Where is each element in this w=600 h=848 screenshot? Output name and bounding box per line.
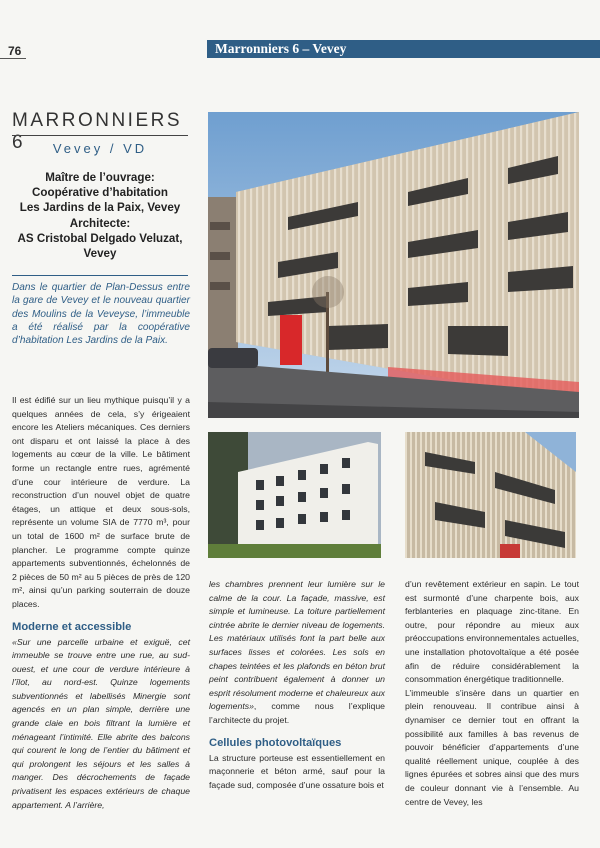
text-column-3 <box>405 578 579 809</box>
credits-line: Les Jardins de la Paix, Vevey <box>19 201 181 215</box>
lead-rule <box>12 275 188 276</box>
credits-line: Maître de l’ouvrage: <box>45 171 155 184</box>
text-column-2 <box>209 578 385 792</box>
running-title: Marronniers 6 – Vevey <box>215 41 347 56</box>
page-number-rule <box>0 58 26 59</box>
title-rule <box>12 135 188 136</box>
quote-attribution: , comme nous l’explique l’architecte du projet. <box>209 701 385 725</box>
article-title: MARRONNIERS 6 <box>12 110 183 153</box>
body-paragraph: L’immeuble s’insère dans un quartier en plein renouveau. Il contribue ainsi à dynamiser ce dernier tout en offrant la possibilité aux familles à bas revenus de pouvoir bénéficier d’appartements d’une qualité réellement unique, couplée à des lignes épurées et sobres ainsi que des murs de couleur donnant vie à l’ensemble. Au centre de Vevey, les <box>405 687 579 807</box>
credits-line: Architecte: <box>69 216 131 230</box>
credits-block <box>12 170 188 261</box>
body-paragraph <box>209 578 385 728</box>
section-heading: Cellules photovoltaïques <box>209 736 342 749</box>
article-subtitle: Vevey / VD <box>52 141 148 156</box>
quote-text: les chambres prennent leur lumière sur le calme de la cour. La façade, massive, est simple et lumineuse. La toiture partiellement cintrée abrite le dernier niveau de logements. Les matériaux utilisés font la part belle aux surfaces lisses et colorées. Les sols en chapes teintées et les plafonds en béton brut peint contribuent également à donner un esprit résolument moderne et chaleureux aux logements» <box>209 579 385 712</box>
photo-facade-detail <box>405 432 576 558</box>
text-column-1 <box>12 394 190 812</box>
credits-line: AS Cristobal Delgado Veluzat, <box>17 231 183 245</box>
body-paragraph: Il est édifié sur un lieu mythique puisqu’il y a quelques années de cela, s’y érigeaient encore les Ateliers mécaniques. Ces derniers ont disparu et ont laissé la place à des logements au cœur de la ville. Le bâtiment forme un rectangle entre rues, agrémenté d’une cour intérieure de verdure. La reconstruction d’un nouvel objet de quatre étages, un attique et deux sous-sols, représente un volume SIA de 7770 m³, pour un total de 1600 m² de surface brute de plancher. Le programme compte quinze appartements subventionnés, échelonnés de 2 pièces de 50 m² au 5 pièces de près de 120 m², ainsi qu’un parking souterrain de douze places. <box>12 395 190 609</box>
quote-paragraph: «Sur une parcelle urbaine et exiguë, cet immeuble se trouve entre une rue, au sud-ouest, et une cour de verdure intérieure à l’îlot, au nord-est. Quinze logements subventionnés et labellisés Minergie sont agencés en un plan simple, derrière une grande claie en bois filtrant la lumière et ménageant l’intimité. Elle abrite des balcons qui courent le long de l’entier du bâtiment et qui prolongent les séjours et les salles à manger. Des décrochements de façade privatisent les espaces extérieurs de chaque appartement. A l’arrière, <box>12 636 190 810</box>
photo-rear-facade <box>208 432 381 558</box>
section-heading: Moderne et accessible <box>12 620 132 633</box>
body-paragraph: d’un revêtement extérieur en sapin. Le tout est surmonté d’une charpente bois, aux ferblanteries en plaquage zinc-titane. En outre, pour répondre au mieux aux préoccupations environnementales actuelles, une installation photovoltaïque a été posée afin de réduire considérablement la consommation énergétique traditionnelle. <box>405 579 579 685</box>
body-paragraph: La structure porteuse est essentiellement en maçonnerie et béton armé, sauf pour la façade sud, composée d’une ossature bois et <box>209 752 385 790</box>
lead-paragraph: Dans le quartier de Plan-Dessus entre la gare de Vevey et le nouveau quartier des Moulins de la Veveyse, l’immeuble a été réalisé par la coopérative d’habitation Les Jardins de la Paix. <box>12 282 190 347</box>
credits-line: Coopérative d’habitation <box>32 186 168 200</box>
running-header-bar <box>207 40 600 58</box>
credits-line: Vevey <box>83 247 117 261</box>
page-number: 76 <box>8 44 22 58</box>
photo-building-facade <box>208 112 579 418</box>
